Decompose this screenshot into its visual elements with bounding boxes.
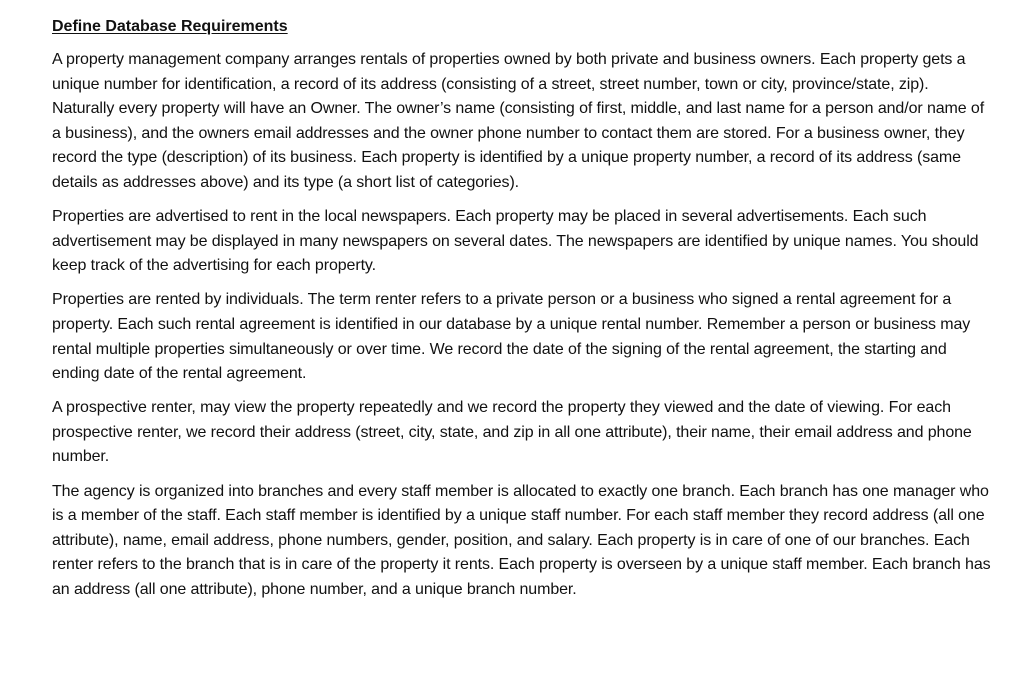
paragraph-rental-agreements: Properties are rented by individuals. The term renter refers to a private person or a business who signed a rental agreement for a property. Each such rental agreement is identified in our database by a unique rental number. Remember a person or business may rental multiple properties simultaneously or over time. We record the date of the signing of the rental agreement, the starting and ending date of the rental agreement.	[52, 291, 971, 383]
document-page	[52, 16, 992, 612]
paragraph-branches-staff: The agency is organized into branches and every staff member is allocated to exactly one branch. Each branch has one manager who is a member of the staff. Each staff member is identified by a unique staff number. For each staff member they record address (all one attribute), name, email address, phone numbers, gender, position, and salary. Each property is in care of one of our branches. Each renter refers to the branch that is in care of the property it rents. Each property is overseen by a unique staff member. Each branch has an address (all one attribute), phone number, and a unique branch number.	[52, 482, 991, 598]
paragraph-advertising: Properties are advertised to rent in the local newspapers. Each property may be placed in several advertisements. Each such advertisement may be displayed in many newspapers on several dates. The newspapers are identified by unique names. You should keep track of the advertising for each property.	[52, 208, 979, 275]
paragraph-prospective-renters: A prospective renter, may view the property repeatedly and we record the property they viewed and the date of viewing. For each prospective renter, we record their address (street, city, state, and zip in all one attribute), their name, their email address and phone number.	[52, 399, 972, 466]
paragraph-property-owners: A property management company arranges rentals of properties owned by both private and business owners. Each property gets a unique number for identification, a record of its address (consisting of a street, street number, town or city, province/state, zip). Naturally every property will have an Owner. The owner’s name (consisting of first, middle, and last name for a person and/or name of a business), and the owners email addresses and the owner phone number to contact them are stored. For a business owner, they record the type (description) of its business. Each property is identified by a unique property number, a record of its address (same details as addresses above) and its type (a short list of categories).	[52, 51, 985, 191]
document-title: Define Database Requirements	[52, 18, 288, 35]
